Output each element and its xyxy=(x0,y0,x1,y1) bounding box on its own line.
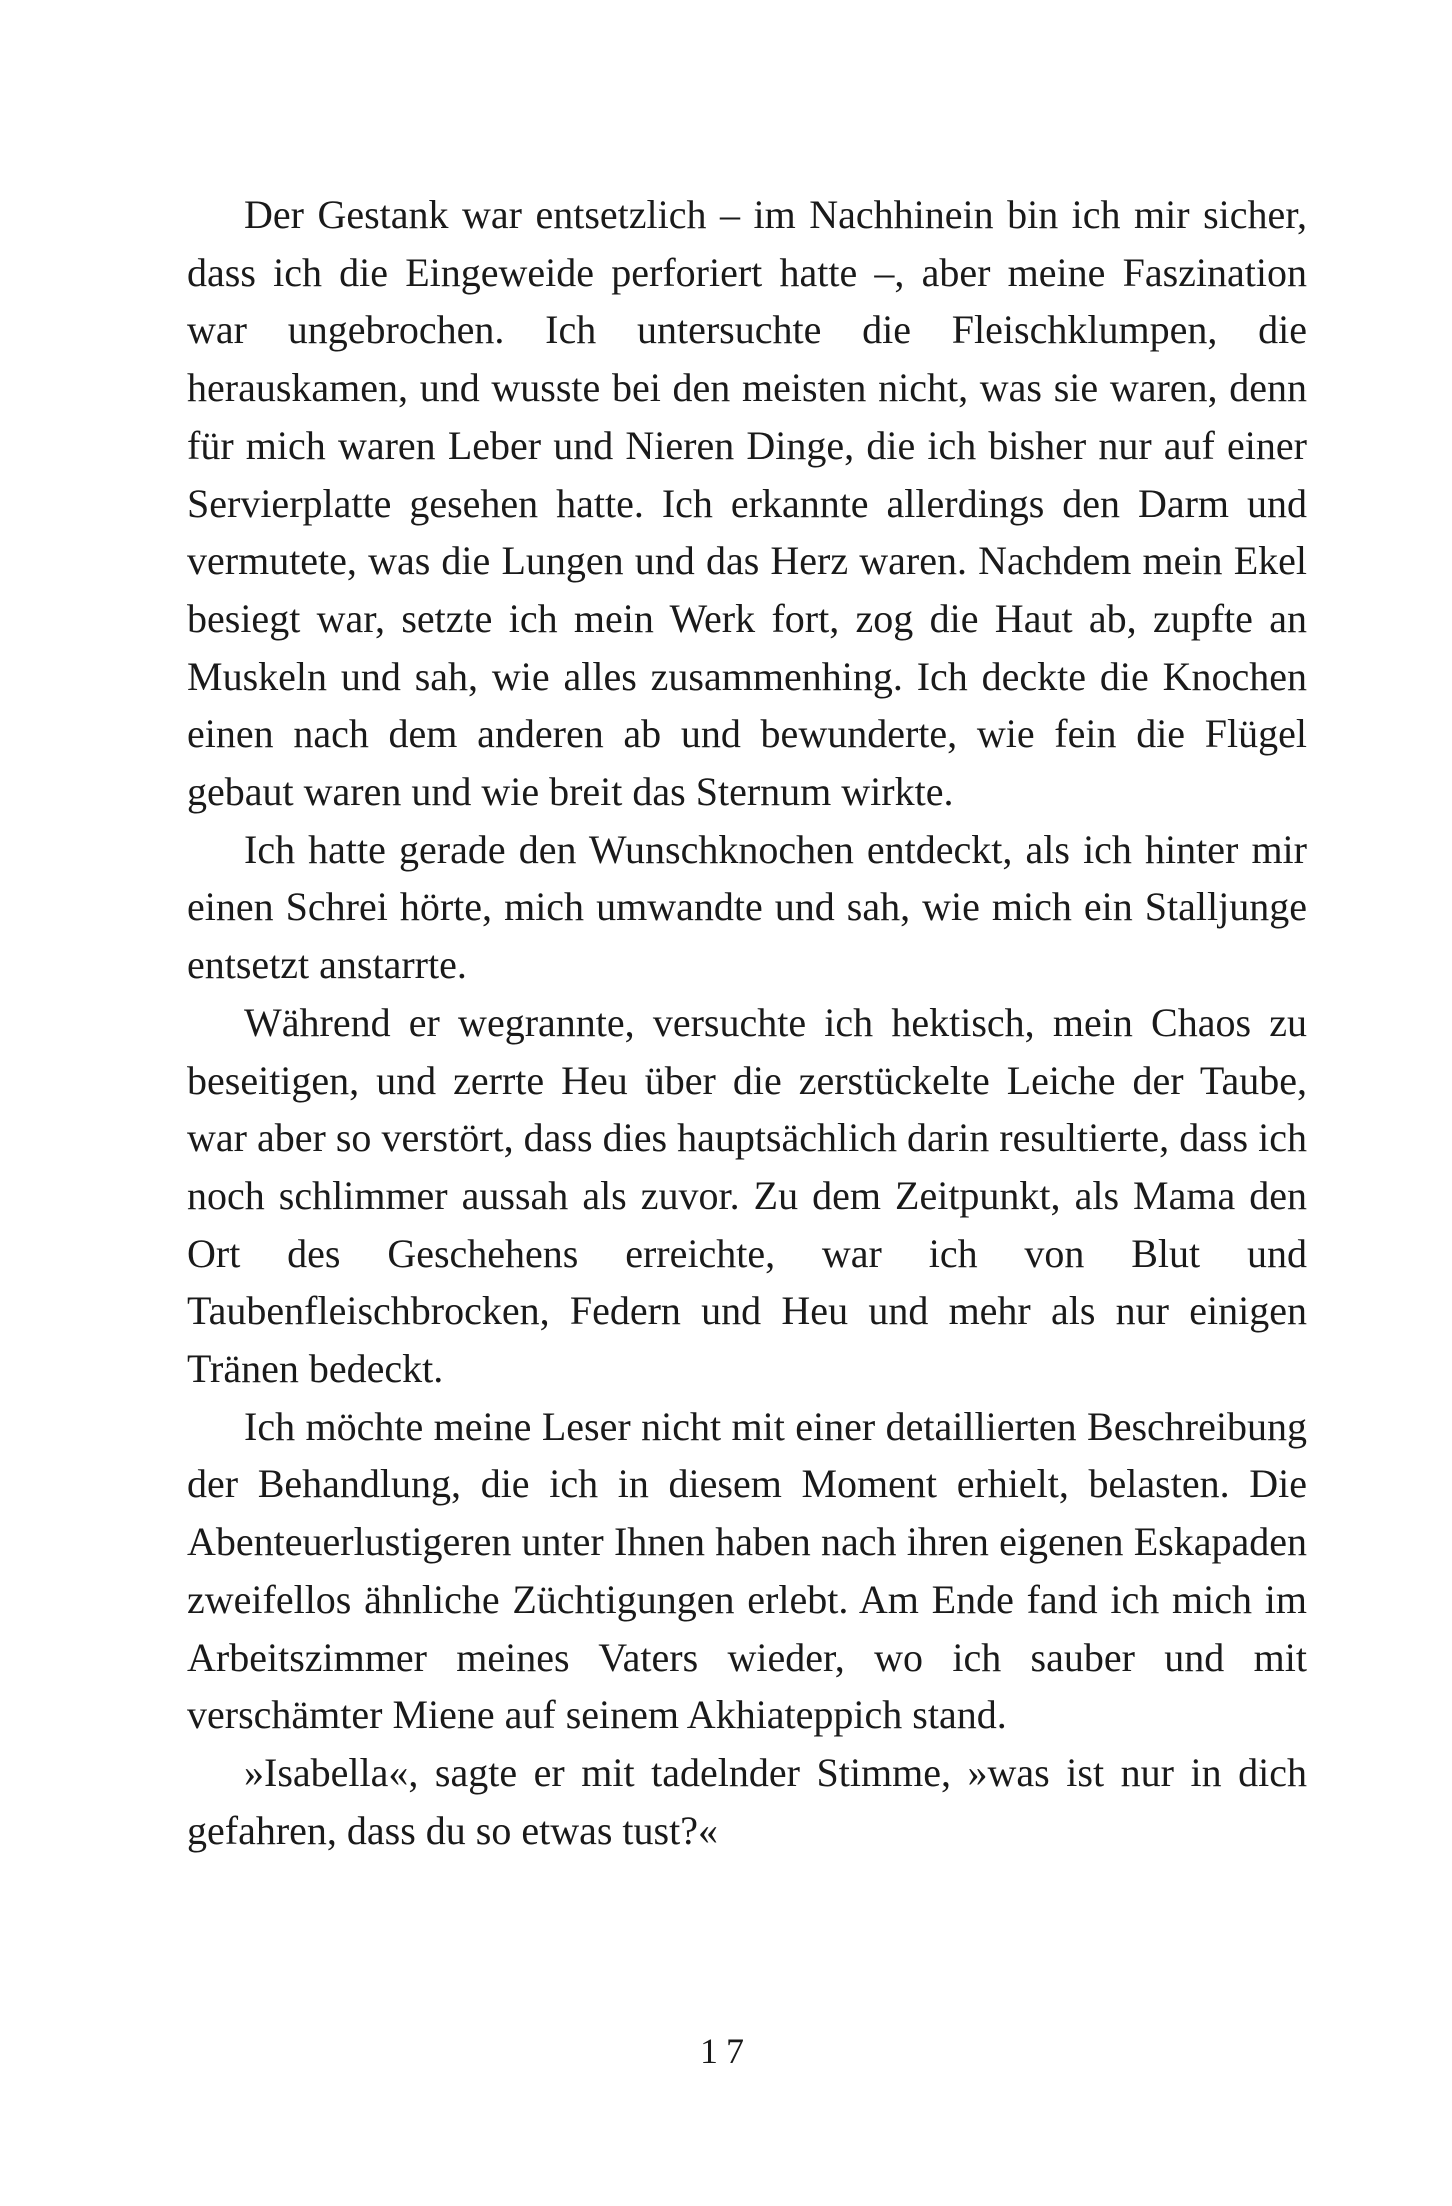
paragraph: Ich hatte gerade den Wunschknochen entdeckt, als ich hinter mir einen Schrei hörte, mich umwandte und sah, wie mich ein Stalljunge entsetzt anstarrte. xyxy=(187,826,1307,988)
page-number: 17 xyxy=(700,2031,752,2071)
paragraph: Ich möchte meine Leser nicht mit einer detaillierten Beschreibung der Behandlung, die ich in diesem Moment erhielt, belasten. Die Abenteuerlustigeren unter Ihnen haben nach ihren eigenen Eskapaden zweifellos ähnliche Züchtigungen erlebt. Am Ende fand ich mich im Arbeitszimmer meines Vaters wieder, wo ich sauber und mit verschämter Miene auf seinem Akhiateppich stand. xyxy=(187,1403,1307,1738)
paragraph: »Isabella«, sagte er mit tadelnder Stimme, »was ist nur in dich gefahren, dass du so etwas tust?« xyxy=(187,1749,1307,1853)
paragraph: Der Gestank war entsetzlich – im Nachhinein bin ich mir sicher, dass ich die Eingeweide perforiert hatte –, aber meine Faszination war ungebrochen. Ich untersuchte die Fleischklumpen, die herauskamen, und wusste bei den meisten nicht, was sie waren, denn für mich waren Leber und Nieren Dinge, die ich bisher nur auf einer Servierplatte gesehen hatte. Ich erkannte allerdings den Darm und vermutete, was die Lungen und das Herz waren. Nachdem mein Ekel besiegt war, setzte ich mein Werk fort, zog die Haut ab, zupfte an Muskeln und sah, wie alles zusammenhing. Ich deckte die Knochen einen nach dem anderen ab und bewunderte, wie fein die Flügel gebaut waren und wie breit das Sternum wirkte. xyxy=(187,192,1307,815)
page-body xyxy=(187,186,1307,1859)
text-block xyxy=(187,186,1307,1859)
paragraph: Während er wegrannte, versuchte ich hektisch, mein Chaos zu beseitigen, und zerrte Heu über die zerstückelte Leiche der Taube, war aber so verstört, dass dies hauptsächlich darin resultierte, dass ich noch schlimmer aussah als zuvor. Zu dem Zeitpunkt, als Mama den Ort des Geschehens erreichte, war ich von Blut und Taubenfleischbrocken, Federn und Heu und mehr als nur einigen Tränen bedeckt. xyxy=(187,999,1307,1392)
